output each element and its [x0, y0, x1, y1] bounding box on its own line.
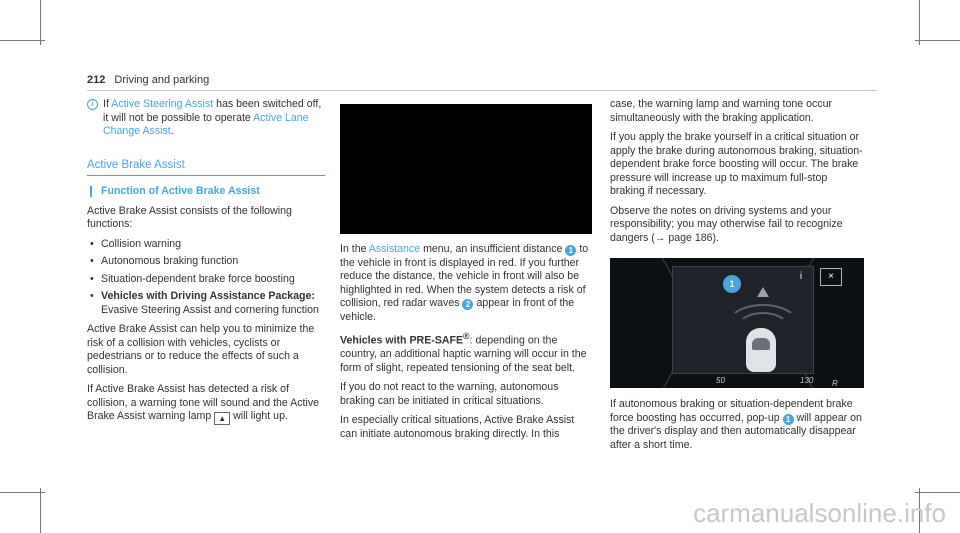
callout-1: 1 — [783, 414, 794, 425]
paragraph-assistance: In the Assistance menu, an insufficient distance 1 to the vehicle in front is displayed in red. If you further reduce the distance, the vehicle in front will also be highlighted in red. When the system detects a risk of collision, red radar waves 2 appear in front of the vehicle. — [340, 243, 589, 323]
list-item: • Collision warning — [87, 238, 325, 252]
crop-mark — [919, 0, 920, 45]
paragraph-apply: If you apply the brake yourself in a critical situation or apply the brake during autonomous braking, situation-dependent brake force boosting will occur. The brake pressure will increase up to maximum full-stop braking if necessary. — [610, 131, 863, 197]
link-assistance-menu[interactable]: Assistance — [368, 243, 421, 255]
link-active-lane-change-assist[interactable]: Active Lane Change Assist — [103, 111, 309, 137]
page-header — [87, 74, 209, 86]
crop-mark — [915, 40, 960, 41]
list-item: • Autonomous braking function — [87, 255, 325, 269]
section-title: Active Brake Assist — [87, 159, 325, 177]
brake-warning-lamp-icon: ▲ — [214, 412, 230, 425]
intro-text: Active Brake Assist consists of the following functions: — [87, 204, 292, 230]
paragraph-detect: If Active Brake Assist has detected a risk of collision, a warning tone will sound and the Active Brake Assist warning lamp ▲ will light up. — [87, 383, 320, 423]
crop-mark — [915, 492, 960, 493]
info-icon: i — [87, 99, 98, 110]
paragraph-critical: In especially critical situations, Active Brake Assist can initiate autonomous braking directly. In this — [340, 414, 575, 440]
left-column — [87, 98, 325, 431]
paragraph-presafe: Vehicles with PRE-SAFE®: depending on the country, an additional haptic warning will occur in the form of slight, repeated tensioning of the seat belt. — [340, 331, 587, 374]
paragraph-case: case, the warning lamp and warning tone occur simultaneously with the braking application. — [610, 98, 833, 124]
page-reference[interactable]: page 186 — [668, 231, 713, 244]
close-icon[interactable]: × — [820, 268, 842, 286]
callout-2: 2 — [462, 299, 473, 310]
link-active-steering-assist[interactable]: Active Steering Assist — [111, 98, 214, 110]
warning-triangle-icon — [757, 287, 769, 297]
info-note: i If Active Steering Assist has been switched off, it will not be possible to operate Active Lane Change Assist. — [87, 98, 325, 139]
sub-title: Function of Active Brake Assist — [87, 185, 325, 199]
paragraph-observe: Observe the notes on driving systems and your responsibility; you may otherwise fail to recognize dangers (→ page 186). — [610, 204, 843, 244]
function-list — [87, 238, 325, 318]
callout-1: 1 — [565, 245, 576, 256]
right-column-bottom — [610, 398, 864, 458]
crop-mark — [0, 492, 45, 493]
speed-left: 50 — [716, 376, 725, 385]
speed-right: 130 — [800, 376, 814, 385]
page-number: 212 — [87, 74, 106, 86]
crop-mark — [40, 488, 41, 533]
middle-column — [340, 243, 594, 447]
paragraph-help: Active Brake Assist can help you to minimize the risk of a collision with vehicles, cyclists or pedestrians or to reduce the effects of such a collision. — [87, 323, 315, 376]
right-column-top — [610, 98, 864, 251]
section-name: Driving and parking — [114, 74, 210, 86]
list-item: • Situation-dependent brake force boosting — [87, 273, 325, 287]
watermark: carmanualsonline.info — [693, 498, 946, 528]
paragraph-react: If you do not react to the warning, autonomous braking can be initiated in critical situations. — [340, 381, 559, 407]
driver-display-screenshot — [610, 258, 864, 388]
list-item — [87, 290, 325, 317]
car-icon — [746, 328, 776, 372]
presafe-label: Vehicles with PRE-SAFE — [340, 334, 464, 347]
package-text: Evasive Steering Assist and cornering function — [101, 303, 319, 316]
info-button[interactable]: i — [799, 271, 803, 282]
arrow-icon: → — [654, 231, 666, 244]
gear-indicator: R — [832, 379, 838, 388]
package-label: Vehicles with Driving Assistance Package: — [101, 290, 315, 302]
crop-mark — [40, 0, 41, 45]
header-rule — [87, 90, 877, 91]
video-placeholder — [340, 104, 592, 234]
crop-mark — [0, 40, 45, 41]
callout-1: 1 — [723, 275, 741, 293]
paragraph-popup: If autonomous braking or situation-dependent brake force boosting has occurred, pop-up 1 will appear on the driver's display and then automatically disappear after a short time. — [610, 398, 862, 451]
